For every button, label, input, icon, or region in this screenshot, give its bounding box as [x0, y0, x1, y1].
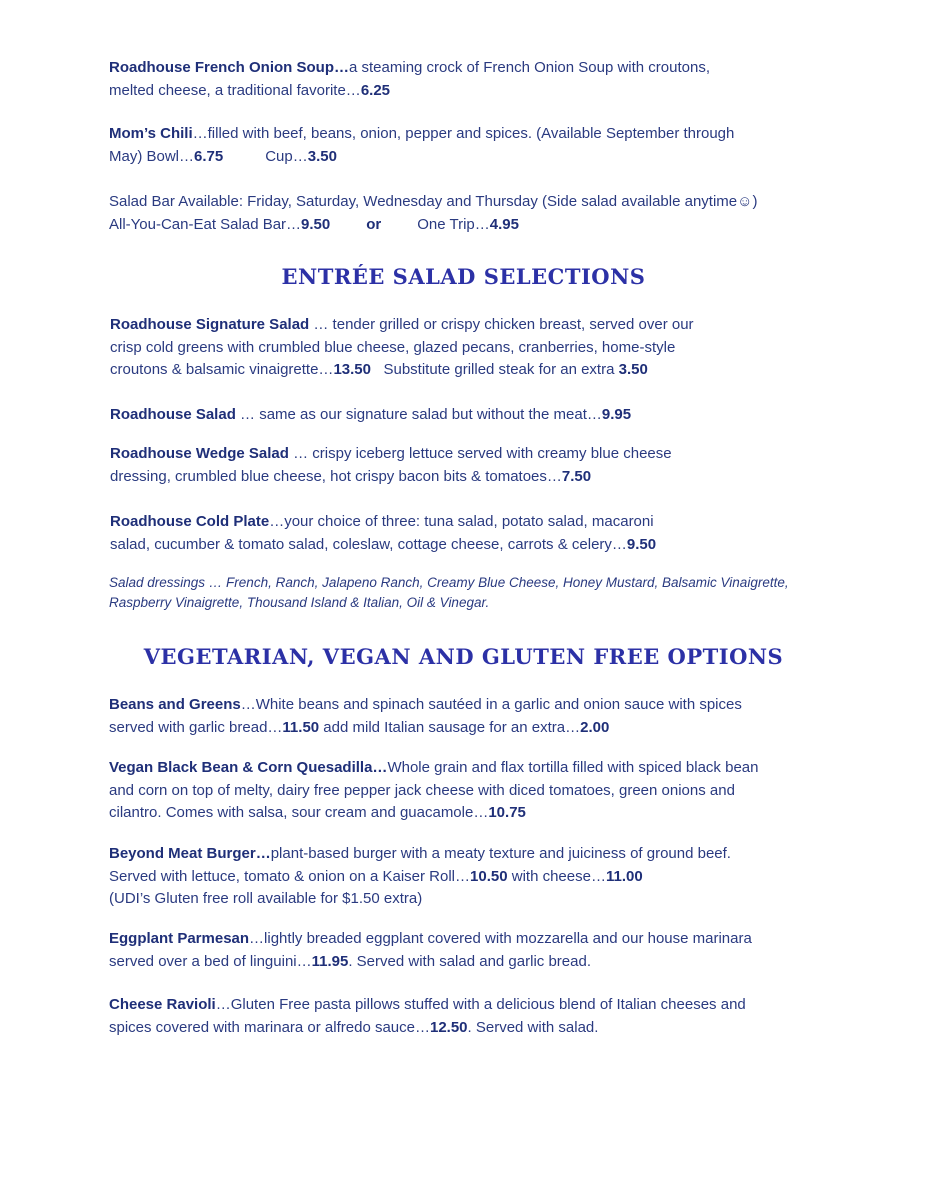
cheese-note: with cheese… — [507, 867, 606, 885]
item-price: 9.50 — [626, 535, 657, 553]
item-desc: …filled with beef, beans, onion, pepper and spices. (Available September through — [192, 125, 735, 142]
menu-item-beyond-meat-burger — [109, 843, 859, 911]
menu-item-french-onion-soup — [109, 57, 869, 102]
item-desc: served with garlic bread… — [109, 718, 283, 736]
item-desc: melted cheese, a traditional favorite… — [109, 81, 361, 99]
item-desc: …your choice of three: tuna salad, potato salad, macaroni — [269, 513, 654, 530]
item-name: Cheese Ravioli — [109, 996, 216, 1013]
item-price: 9.95 — [601, 406, 632, 423]
item-desc: croutons & balsamic vinaigrette… — [110, 361, 334, 378]
item-price: 10.75 — [488, 804, 526, 821]
salad-bar-info — [109, 191, 839, 236]
item-price: 13.50 — [333, 361, 371, 378]
item-name: Eggplant Parmesan — [109, 930, 250, 947]
ayce-price: 9.50 — [301, 215, 331, 233]
section-heading-vegetarian: VEGETARIAN, VEGAN AND GLUTEN FREE OPTIONS — [143, 644, 784, 669]
item-name: Roadhouse Signature Salad — [110, 316, 310, 333]
menu-item-moms-chili — [109, 123, 829, 168]
item-desc: …Gluten Free pasta pillows stuffed with a delicious blend of Italian cheeses and — [215, 996, 746, 1013]
menu-item-cold-plate — [110, 511, 830, 556]
item-name: Roadhouse French Onion Soup… — [109, 59, 349, 76]
item-desc: cilantro. Comes with salsa, sour cream and guacamole… — [109, 804, 489, 821]
item-desc: Served with lettuce, tomato & onion on a Kaiser Roll… — [109, 867, 471, 885]
item-price: 7.50 — [561, 467, 592, 485]
extra-price: 2.00 — [580, 718, 610, 736]
item-desc: and corn on top of melty, dairy free pepper jack cheese with diced tomatoes, green onions and — [109, 781, 735, 799]
menu-item-roadhouse-salad — [110, 404, 870, 427]
section-heading-entree-salads: ENTRÉE SALAD SELECTIONS — [281, 264, 646, 289]
one-trip-label: One Trip… — [417, 215, 490, 233]
salad-bar-availability: Salad Bar Available: Friday, Saturday, Wednesday and Thursday (Side salad available anytime☺) — [109, 193, 758, 210]
salad-dressings-note: Salad dressings … French, Ranch, Jalapeno Ranch, Creamy Blue Cheese, Honey Mustard, Balsamic Vinaigrette, Raspberry Vinaigrette, Thousand Island & Italian, Oil & Vinegar. — [109, 575, 789, 610]
extra-note: add mild Italian sausage for an extra… — [319, 718, 581, 736]
cheese-price: 11.00 — [605, 867, 643, 885]
menu-item-vegan-quesadilla — [109, 757, 859, 825]
cup-label: Cup… — [265, 147, 308, 165]
item-price: 6.25 — [360, 81, 391, 99]
item-desc: … same as our signature salad but without the meat… — [235, 406, 602, 423]
or-label: or — [366, 215, 382, 233]
ayce-label: All-You-Can-Eat Salad Bar… — [109, 215, 302, 233]
item-name: Beans and Greens — [109, 696, 241, 713]
menu-item-beans-and-greens — [109, 694, 839, 739]
item-name: Roadhouse Cold Plate — [110, 513, 270, 530]
item-desc: May) Bowl… — [109, 147, 195, 165]
menu-item-signature-salad — [110, 314, 830, 382]
cup-price: 3.50 — [307, 147, 337, 165]
item-price: 10.50 — [470, 867, 508, 885]
gluten-free-note: (UDI’s Gluten free roll available for $1.50 extra) — [109, 890, 423, 907]
item-desc: spices covered with marinara or alfredo sauce… — [109, 1018, 430, 1036]
menu-item-eggplant-parmesan — [109, 928, 859, 973]
item-name: Beyond Meat Burger… — [109, 845, 271, 862]
item-desc: … crispy iceberg lettuce served with creamy blue cheese — [288, 445, 672, 462]
item-desc: plant-based burger with a meaty texture and juiciness of ground beef. — [270, 845, 731, 862]
item-desc: … tender grilled or crispy chicken breast, served over our — [309, 316, 694, 333]
item-tail: . Served with salad. — [467, 1018, 599, 1036]
item-price: 11.50 — [282, 718, 320, 736]
item-desc: a steaming crock of French Onion Soup with croutons, — [349, 59, 711, 76]
one-trip-price: 4.95 — [489, 215, 519, 233]
menu-item-cheese-ravioli — [109, 994, 859, 1039]
item-tail: . Served with salad and garlic bread. — [348, 952, 591, 970]
item-desc: crisp cold greens with crumbled blue cheese, glazed pecans, cranberries, home-style — [110, 338, 676, 356]
item-name: Vegan Black Bean & Corn Quesadilla… — [109, 759, 388, 776]
item-name: Mom’s Chili — [109, 125, 193, 142]
item-desc: Whole grain and flax tortilla filled with spiced black bean — [387, 759, 759, 776]
menu-item-wedge-salad — [110, 443, 830, 488]
item-name: Roadhouse Wedge Salad — [110, 445, 289, 462]
item-desc: …lightly breaded eggplant covered with mozzarella and our house marinara — [249, 930, 752, 947]
item-desc: served over a bed of linguini… — [109, 952, 312, 970]
item-price: 12.50 — [429, 1018, 468, 1036]
item-desc: …White beans and spinach sautéed in a garlic and onion sauce with spices — [240, 696, 742, 713]
item-price: 11.95 — [311, 952, 349, 970]
substitute-price: 3.50 — [618, 361, 648, 378]
item-desc: salad, cucumber & tomato salad, coleslaw, cottage cheese, carrots & celery… — [110, 535, 627, 553]
item-name: Roadhouse Salad — [110, 406, 236, 423]
item-desc: dressing, crumbled blue cheese, hot crispy bacon bits & tomatoes… — [110, 467, 562, 485]
substitute-note: Substitute grilled steak for an extra — [370, 361, 619, 378]
bowl-price: 6.75 — [194, 147, 224, 165]
